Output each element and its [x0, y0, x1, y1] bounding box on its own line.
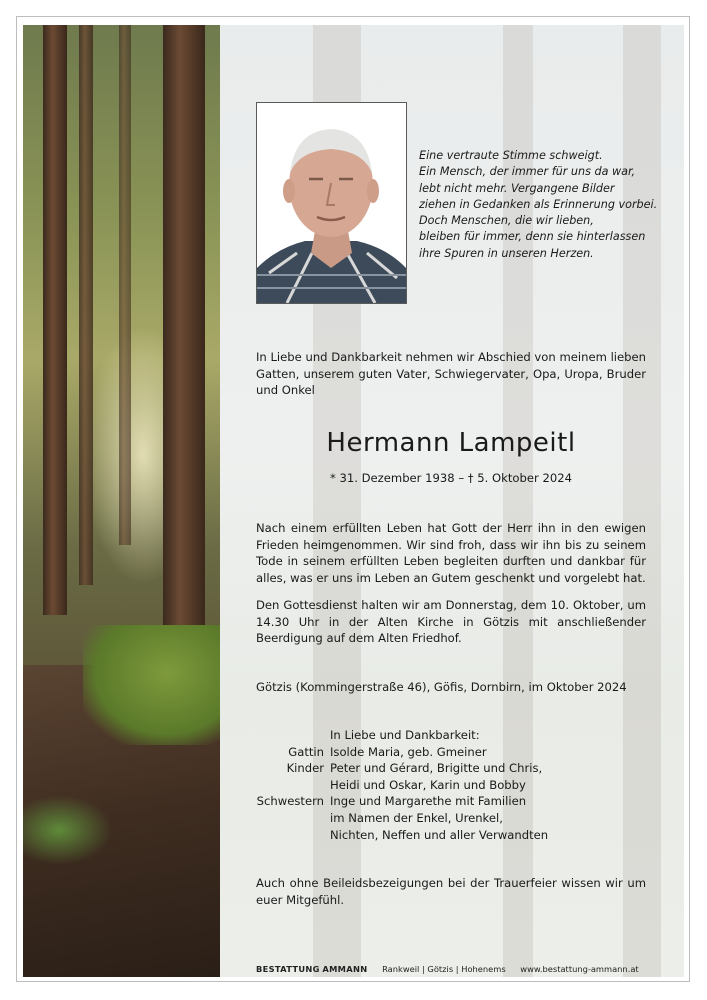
mourner-role — [240, 810, 330, 827]
deceased-name: Hermann Lampeitl — [326, 428, 576, 458]
mourner-role — [240, 827, 330, 844]
mourner-row — [240, 777, 660, 794]
memorial-poem — [419, 148, 659, 262]
brand-name: BESTATTUNG — [256, 964, 320, 974]
mourners-heading-row — [240, 727, 660, 744]
mourner-role: Schwestern — [256, 794, 324, 809]
funeral-details: Den Gottesdienst halten wir am Donnerstag, dem 10. Oktober, um 14.30 Uhr in der Alten Kirche in Götzis mit anschließender Beerdigung auf dem Alten Friedhof. — [256, 598, 646, 645]
fern — [23, 795, 113, 865]
mourner-row — [240, 810, 660, 827]
moss — [83, 625, 220, 745]
portrait-illustration — [257, 103, 406, 303]
mourner-role — [240, 727, 330, 744]
tree-trunk — [119, 25, 131, 545]
tree-trunk — [79, 25, 93, 585]
footer — [256, 964, 676, 974]
closing-text: Auch ohne Beileidsbezeigungen bei der Trauerfeier wissen wir um euer Mitgefühl. — [256, 876, 646, 907]
poem-line: lebt nicht mehr. Vergangene Bilder — [419, 181, 615, 195]
mourner-role: Gattin — [288, 744, 324, 759]
mourner-names: im Namen der Enkel, Urenkel, — [330, 810, 503, 825]
life-dates: * 31. Dezember 1938 – † 5. Oktober 2024 — [330, 471, 572, 485]
portrait-photo — [256, 102, 407, 304]
mourner-names: Isolde Maria, geb. Gmeiner — [330, 744, 487, 759]
mourner-names: Nichten, Neffen und aller Verwandten — [330, 827, 549, 842]
brand-name-second: AMMANN — [322, 964, 368, 974]
tree-trunk — [163, 25, 205, 640]
mourner-row — [240, 827, 660, 844]
mourner-role: Kinder — [286, 761, 324, 776]
tree-trunk — [43, 25, 67, 615]
footer-locations: Rankweil | Götzis | Hohenems — [382, 964, 506, 974]
mourner-names: Inge und Margarethe mit Familien — [330, 794, 527, 809]
poem-line: ziehen in Gedanken als Erinnerung vorbei. — [419, 197, 658, 211]
mourner-role — [240, 777, 330, 794]
poem-line: Eine vertraute Stimme schweigt. — [419, 149, 603, 162]
mourner-row — [240, 793, 660, 810]
place-and-date: Götzis (Kommingerstraße 46), Göfis, Dornbirn, im Oktober 2024 — [256, 680, 627, 694]
footer-website[interactable]: www.bestattung-ammann.at — [520, 964, 639, 974]
intro-text: In Liebe und Dankbarkeit nehmen wir Abschied von meinem lieben Gatten, unserem guten Vater, Schwiegervater, Opa, Uropa, Bruder und Onkel — [256, 350, 646, 397]
poem-line: Doch Menschen, die wir lieben, — [419, 214, 594, 228]
mourners-list — [240, 727, 660, 843]
mourner-names: Peter und Gérard, Brigitte und Chris, — [330, 761, 543, 776]
body-paragraph: Nach einem erfüllten Leben hat Gott der Herr ihn in den ewigen Frieden heimgenommen. Wir sind froh, dass wir ihn bis zu seinem Tode in seinem erfüllten Leben begleiten durften und dankbar für alles, was er uns im Leben an Gutem geschenkt und vorgelebt hat. — [256, 521, 646, 585]
forest-photo — [23, 25, 220, 977]
mourner-row — [240, 744, 660, 761]
mourner-row — [240, 760, 660, 777]
poem-line: Ein Mensch, der immer für uns da war, — [419, 165, 636, 179]
poem-line: bleiben für immer, denn sie hinterlassen — [419, 230, 646, 244]
poem-line: ihre Spuren in unseren Herzen. — [419, 246, 594, 260]
mourners-heading: In Liebe und Dankbarkeit: — [330, 728, 480, 742]
mourner-names: Heidi und Oskar, Karin und Bobby — [330, 777, 526, 792]
